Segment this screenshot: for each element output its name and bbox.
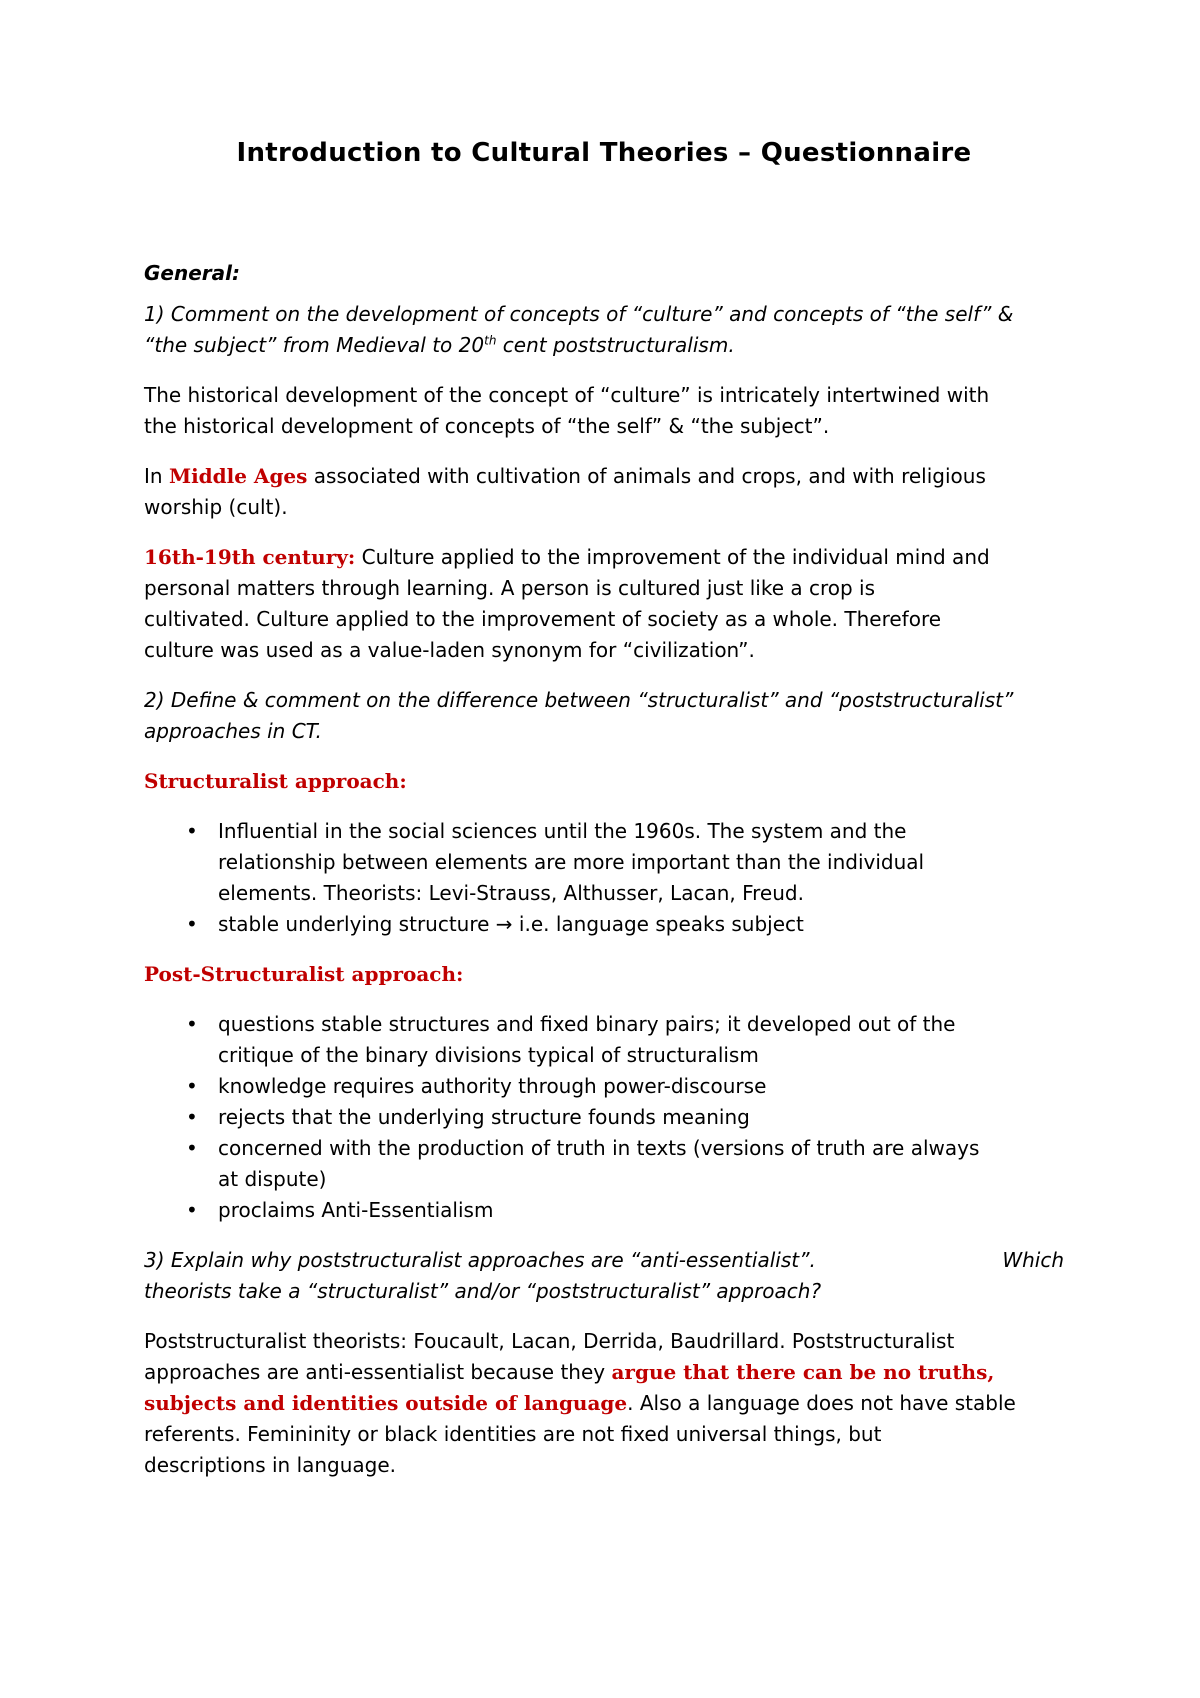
paragraph-16th-19th-century [144,542,1064,666]
outside-language-highlight: subjects and identities outside of language [144,1391,628,1415]
list-item: • proclaims Anti-Essentialism [144,1195,1064,1226]
poststructuralist-list [144,1009,1064,1226]
poststructuralist-heading: Post-Structuralist approach: [144,962,464,986]
question-1 [144,299,1064,361]
document-content [144,138,1064,1481]
paragraph-2-prefix: In [144,464,169,488]
answer-3-line-5: descriptions in language. [144,1453,397,1477]
paragraph-3-line-1: Culture applied to the improvement of the individual mind and [355,545,990,569]
question-2-line-1: 2) Define & comment on the difference between “structuralist” and “poststructuralist” [144,688,1014,712]
paragraph-1-line-2: the historical development of concepts of “the self” & “the subject”. [144,414,830,438]
answer-3-line-4: referents. Femininity or black identities are not fixed universal things, but [144,1422,882,1446]
paragraph-2-line-1: associated with cultivation of animals and crops, and with religious [307,464,986,488]
paragraph-2-line-2: worship (cult). [144,495,288,519]
question-1-superscript: th [484,333,497,348]
question-3 [144,1245,1064,1307]
question-1-line-2-end: cent poststructuralism. [496,333,735,357]
no-truths-highlight: argue that there can be no truths, [611,1360,995,1384]
list-item: • rejects that the underlying structure founds meaning [144,1102,1064,1133]
list-item: • concerned with the production of truth in texts (versions of truth are always at dispute) [144,1133,1064,1195]
list-item: • Influential in the social sciences until the 1960s. The system and the relationship between elements are more important than the individual elements. Theorists: Levi-Strauss, Althusser, Lacan, Freud. [144,816,1064,909]
document-title: Introduction to Cultural Theories – Questionnaire [236,138,972,168]
question-1-line-1: 1) Comment on the development of concepts of “culture” and concepts of “the self” & [144,302,1014,326]
paragraph-3-line-3: cultivated. Culture applied to the improvement of society as a whole. Therefore [144,607,942,631]
answer-3-line-3: . Also a language does not have stable [627,1391,1016,1415]
question-2 [144,685,1064,747]
question-3-line-1: 3) Explain why poststructuralist approaches are “anti-essentialist”. [144,1248,816,1272]
list-item: • questions stable structures and fixed binary pairs; it developed out of the critique of the binary divisions typical of structuralism [144,1009,1064,1071]
question-3-line-2: theorists take a “structuralist” and/or “poststructuralist” approach? [144,1279,822,1303]
paragraph-1-line-1: The historical development of the concept of “culture” is intricately intertwined with [144,383,990,407]
answer-3-line-2: approaches are anti-essentialist because they [144,1360,612,1384]
structuralist-heading: Structuralist approach: [144,769,407,793]
paragraph-middle-ages [144,461,1064,523]
list-item: • knowledge requires authority through power-discourse [144,1071,1064,1102]
paragraph-answer-3 [144,1326,1064,1481]
paragraph-3-line-2: personal matters through learning. A person is cultured just like a crop is [144,576,876,600]
middle-ages-highlight: Middle Ages [168,464,308,488]
answer-3-line-1: Poststructuralist theorists: Foucault, Lacan, Derrida, Baudrillard. Poststructuralist [144,1329,955,1353]
century-highlight: 16th-19th century: [144,545,356,569]
structuralist-list [144,816,1064,940]
question-1-line-2: “the subject” from Medieval to 20 [144,333,485,357]
list-item: • stable underlying structure → i.e. language speaks subject [144,909,1064,940]
paragraph-culture-history [144,380,1064,442]
general-heading: General: [144,261,240,285]
question-3-line-1-end: Which [1002,1248,1064,1272]
question-2-line-2: approaches in CT. [144,719,322,743]
paragraph-3-line-4: culture was used as a value-laden synonym for “civilization”. [144,638,755,662]
